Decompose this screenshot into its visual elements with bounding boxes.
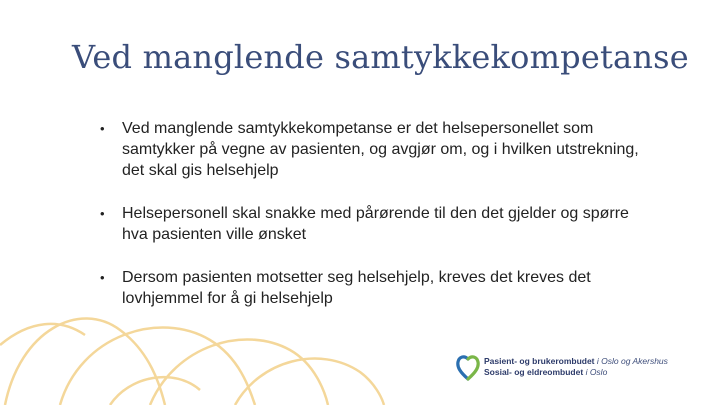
- logo-line-2-main: Sosial- og eldreombudet: [484, 367, 584, 377]
- slide-title: Ved manglende samtykkekompetanse: [72, 38, 689, 76]
- ombudet-logo: [456, 352, 668, 382]
- bullet-dot: •: [100, 206, 105, 221]
- bullet-text: Dersom pasienten motsetter seg helsehjelp, kreves det kreves det lovhjemmel for å gi helsehjelp: [122, 269, 591, 307]
- logo-line-2: [484, 367, 668, 378]
- bullet-item: [98, 118, 658, 181]
- bullet-dot: •: [100, 270, 105, 285]
- bullet-text: Helsepersonell skal snakke med pårørende til den det gjelder og spørre hva pasienten ville ønsket: [122, 205, 629, 243]
- bullet-dot: •: [100, 121, 105, 136]
- bullet-list: [98, 118, 658, 331]
- logo-line-2-sub: i Oslo: [585, 367, 608, 377]
- bullet-item: [98, 203, 658, 245]
- bullet-item: [98, 267, 658, 309]
- arc-6: [110, 377, 200, 405]
- arc-2: [60, 328, 255, 405]
- logo-line-1-sub: i Oslo og Akershus: [596, 356, 668, 366]
- bullet-text: Ved manglende samtykkekompetanse er det helsepersonellet som samtykker på vegne av pasienten, og avgjør om, og i hvilken utstrekning, det skal gis helsehjelp: [122, 120, 639, 179]
- heart-logo-icon: [456, 353, 480, 381]
- logo-text: [484, 356, 668, 378]
- logo-line-1-main: Pasient- og brukerombudet: [484, 356, 595, 366]
- logo-line-1: [484, 356, 668, 367]
- arc-3: [150, 339, 328, 405]
